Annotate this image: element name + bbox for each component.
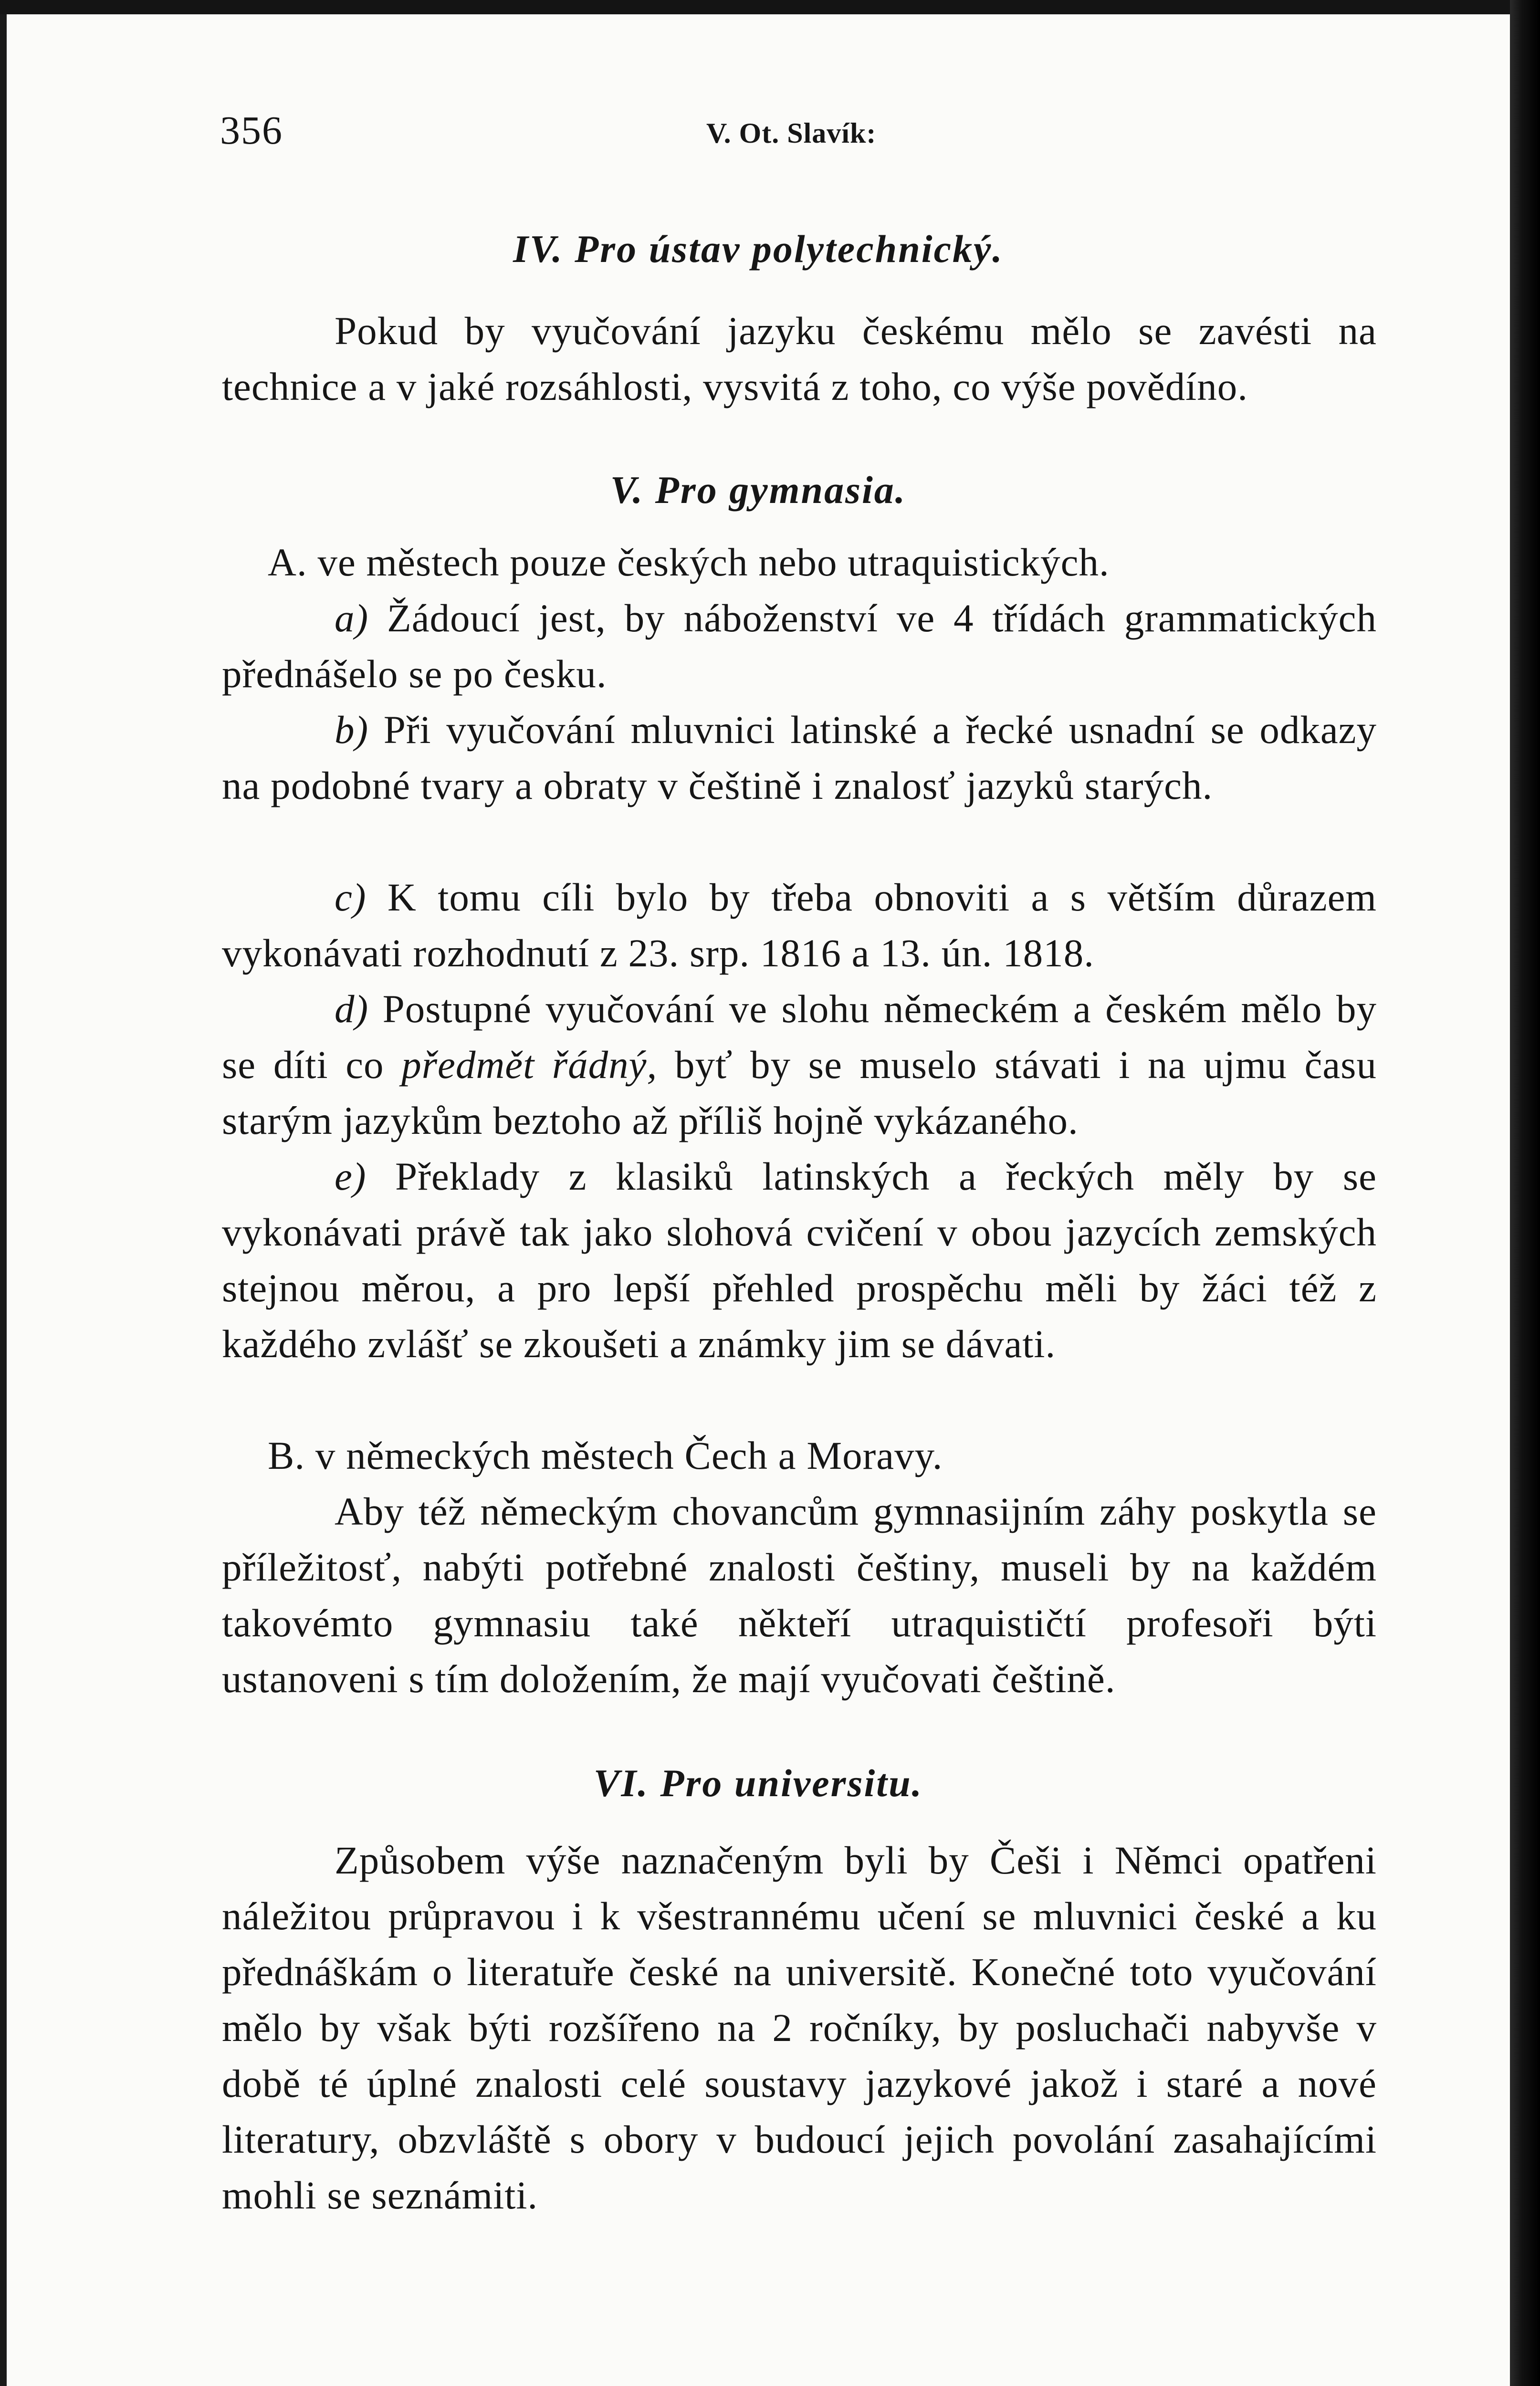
section-heading-v: V. Pro gymnasia. — [610, 468, 907, 512]
section-heading-iv: IV. Pro ústav polytechnický. — [513, 227, 1004, 271]
scan-border-right — [1510, 0, 1540, 2386]
section-heading-vi: VI. Pro universitu. — [593, 1761, 923, 1805]
running-head-author: V. Ot. Slavík: — [706, 117, 877, 149]
item-emphasis-d: předmět řádný, — [401, 1043, 658, 1087]
item-marker-b: b) — [335, 708, 369, 752]
paragraph-v-e — [222, 1149, 1377, 1372]
paragraph-v-a — [222, 590, 1377, 702]
item-text-b: Při vyučování mluvnici latinské a řecké usnadní se odkazy na podobné tvary a obraty v češtině i znalosť jazyků starých. — [222, 708, 1377, 807]
paragraph-vi-1: Způsobem výše naznačeným byli by Češi i Němci opatřeni náležitou průpravou i k všestrannému učení se mluvnici české a ku přednáškám o literatuře české na universitě. Konečné toto vyučování mělo by však býti rozšířeno na 2 ročníky, by posluchači nabyvše v době té úplné znalosti celé soustavy jazykové jakož i staré a nové literatury, obzvláště s obory v budoucí jejich povolání zasahajícími mohli se seznámiti. — [222, 1838, 1377, 2217]
book-page — [7, 14, 1510, 2386]
paragraph-v-b-body: Aby též německým chovancům gymnasijním záhy poskytla se příležitosť, nabýti potřebné znalosti češtiny, museli by na každém takovémto gymnasiu také někteří utraquističtí profesoři býti ustanoveni s tím doložením, že mají vyučovati češtině. — [222, 1489, 1377, 1701]
item-text-a: Žádoucí jest, by náboženství ve 4 třídách grammatických přednášelo se po česku. — [222, 596, 1377, 696]
item-marker-d: d) — [335, 987, 369, 1031]
item-text-d-1: Postupné vyučování ve slohu německém a českém mělo by se díti co — [222, 987, 1377, 1087]
item-marker-a: a) — [335, 596, 369, 640]
subheading-v-b: B. v německých městech Čech a Moravy. — [268, 1434, 943, 1477]
paragraph-v-b — [222, 702, 1377, 814]
paragraph-iv-1: Pokud by vyučování jazyku českému mělo se zavésti na technice a v jaké rozsáhlosti, vysvitá z toho, co výše povědíno. — [222, 309, 1377, 408]
item-text-c: K tomu cíli bylo by třeba obnoviti a s větším důrazem vykonávati rozhodnutí z 23. srp. 1816 a 13. ún. 1818. — [222, 875, 1377, 975]
scan-border-top — [0, 0, 1540, 14]
item-marker-e: e) — [335, 1154, 367, 1198]
subheading-v-a: A. ve městech pouze českých nebo utraquistických. — [268, 540, 1110, 584]
paragraph-v-d — [222, 981, 1377, 1149]
page-number: 356 — [220, 108, 283, 153]
item-text-e: Překlady z klasiků latinských a řeckých měly by se vykonávati právě tak jako slohová cvičení v obou jazycích zemských stejnou měrou, a pro lepší přehled prospěchu měli by žáci též z každého zvlášť se zkoušeti a známky jim se dávati. — [222, 1154, 1377, 1366]
item-text-d-2: byť by se muselo stávati i na ujmu času starým jazykům beztoho až příliš hojně vykázaného. — [222, 1043, 1377, 1142]
paragraph-v-c — [222, 869, 1377, 981]
item-marker-c: c) — [335, 875, 367, 919]
